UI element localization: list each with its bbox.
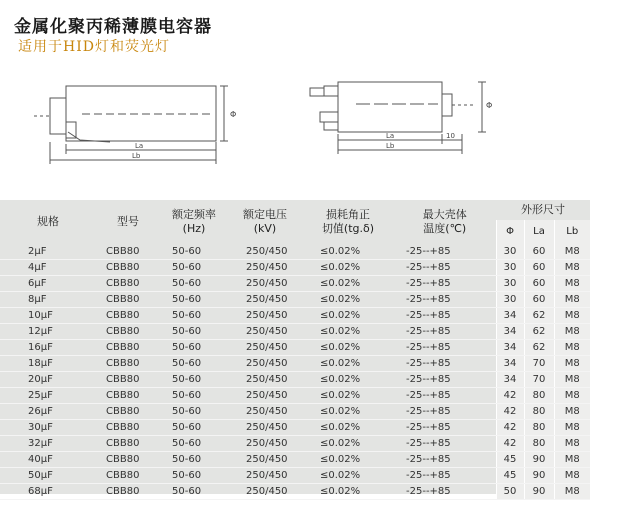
cell-lb: M8	[554, 308, 590, 324]
cell-lb: M8	[554, 484, 590, 500]
cell-loss: ≤0.02%	[302, 452, 394, 468]
cell-freq: 50-60	[160, 484, 228, 500]
cell-la: 90	[524, 468, 554, 484]
cell-lb: M8	[554, 356, 590, 372]
cell-phi: 42	[496, 388, 524, 404]
cell-volt: 250/450	[228, 308, 302, 324]
cell-lb: M8	[554, 372, 590, 388]
header-loss-line2: 切值(tg.δ)	[321, 222, 375, 235]
cell-model: CBB80	[96, 404, 160, 420]
cell-spec: 40μF	[0, 452, 96, 468]
cell-loss: ≤0.02%	[302, 292, 394, 308]
cell-model: CBB80	[96, 388, 160, 404]
cell-freq: 50-60	[160, 404, 228, 420]
cell-loss: ≤0.02%	[302, 356, 394, 372]
capacitor-drawing-right	[296, 78, 506, 168]
cell-freq: 50-60	[160, 388, 228, 404]
cell-loss: ≤0.02%	[302, 404, 394, 420]
cell-freq: 50-60	[160, 260, 228, 276]
cell-model: CBB80	[96, 308, 160, 324]
cell-temp: -25--+85	[394, 372, 496, 388]
cell-volt: 250/450	[228, 452, 302, 468]
cell-temp: -25--+85	[394, 452, 496, 468]
cell-spec: 32μF	[0, 436, 96, 452]
header-temp-line1: 最大壳体	[422, 208, 467, 221]
cell-la: 80	[524, 404, 554, 420]
page-title: 金属化聚丙稀薄膜电容器	[14, 17, 212, 37]
cell-model: CBB80	[96, 372, 160, 388]
cell-freq: 50-60	[160, 468, 228, 484]
cell-volt: 250/450	[228, 436, 302, 452]
cell-freq: 50-60	[160, 372, 228, 388]
cell-volt: 250/450	[228, 404, 302, 420]
cell-lb: M8	[554, 388, 590, 404]
cell-model: CBB80	[96, 276, 160, 292]
cell-lb: M8	[554, 468, 590, 484]
cell-spec: 26μF	[0, 404, 96, 420]
cell-loss: ≤0.02%	[302, 276, 394, 292]
header-dim-la: La	[524, 220, 554, 244]
header-loss-line1: 损耗角正	[326, 208, 370, 221]
cell-phi: 42	[496, 404, 524, 420]
header-freq	[160, 200, 228, 244]
table-row	[0, 468, 590, 484]
spec-table-body	[0, 244, 590, 500]
cell-loss: ≤0.02%	[302, 420, 394, 436]
cell-lb: M8	[554, 436, 590, 452]
cell-model: CBB80	[96, 468, 160, 484]
ten-label: 10	[446, 132, 455, 140]
cell-spec: 18μF	[0, 356, 96, 372]
cell-freq: 50-60	[160, 292, 228, 308]
cell-la: 60	[524, 244, 554, 260]
table-row	[0, 356, 590, 372]
cell-model: CBB80	[96, 340, 160, 356]
cell-lb: M8	[554, 452, 590, 468]
table-row	[0, 404, 590, 420]
cell-phi: 45	[496, 452, 524, 468]
cell-la: 60	[524, 292, 554, 308]
cell-model: CBB80	[96, 484, 160, 500]
cell-temp: -25--+85	[394, 276, 496, 292]
lb-label-right: Lb	[386, 142, 395, 150]
cell-spec: 8μF	[0, 292, 96, 308]
cell-phi: 34	[496, 356, 524, 372]
cell-loss: ≤0.02%	[302, 308, 394, 324]
header-volt-line1: 额定电压	[243, 208, 287, 221]
cell-volt: 250/450	[228, 292, 302, 308]
header-freq-line2: (Hz)	[182, 222, 206, 235]
cell-la: 60	[524, 276, 554, 292]
cell-loss: ≤0.02%	[302, 260, 394, 276]
cell-volt: 250/450	[228, 260, 302, 276]
cell-spec: 6μF	[0, 276, 96, 292]
cell-loss: ≤0.02%	[302, 244, 394, 260]
cell-la: 70	[524, 372, 554, 388]
cell-temp: -25--+85	[394, 308, 496, 324]
cell-volt: 250/450	[228, 468, 302, 484]
cell-volt: 250/450	[228, 356, 302, 372]
cell-loss: ≤0.02%	[302, 372, 394, 388]
header-temp	[394, 200, 496, 244]
cell-temp: -25--+85	[394, 388, 496, 404]
cell-model: CBB80	[96, 436, 160, 452]
table-row	[0, 292, 590, 308]
lb-label: Lb	[132, 152, 141, 160]
cell-freq: 50-60	[160, 340, 228, 356]
table-row	[0, 484, 590, 500]
cell-model: CBB80	[96, 452, 160, 468]
cell-model: CBB80	[96, 324, 160, 340]
header-model: 型号	[117, 215, 139, 228]
la-label: La	[135, 142, 144, 150]
table-row	[0, 420, 590, 436]
header-loss	[302, 200, 394, 244]
cell-phi: 34	[496, 340, 524, 356]
cell-loss: ≤0.02%	[302, 484, 394, 500]
cell-spec: 50μF	[0, 468, 96, 484]
cell-phi: 42	[496, 436, 524, 452]
table-row	[0, 436, 590, 452]
cell-lb: M8	[554, 244, 590, 260]
cell-lb: M8	[554, 404, 590, 420]
cell-phi: 30	[496, 260, 524, 276]
cell-la: 80	[524, 420, 554, 436]
cell-phi: 45	[496, 468, 524, 484]
table-row	[0, 324, 590, 340]
cell-lb: M8	[554, 340, 590, 356]
cell-volt: 250/450	[228, 340, 302, 356]
cell-temp: -25--+85	[394, 356, 496, 372]
cell-spec: 68μF	[0, 484, 96, 500]
cell-freq: 50-60	[160, 452, 228, 468]
cell-phi: 42	[496, 420, 524, 436]
cell-lb: M8	[554, 276, 590, 292]
cell-volt: 250/450	[228, 484, 302, 500]
cell-spec: 12μF	[0, 324, 96, 340]
cell-model: CBB80	[96, 420, 160, 436]
spec-table	[0, 200, 590, 500]
phi-label: Φ	[230, 110, 237, 119]
cell-temp: -25--+85	[394, 340, 496, 356]
cell-phi: 34	[496, 372, 524, 388]
cell-freq: 50-60	[160, 308, 228, 324]
cell-spec: 30μF	[0, 420, 96, 436]
cell-la: 60	[524, 260, 554, 276]
table-row	[0, 388, 590, 404]
cell-volt: 250/450	[228, 388, 302, 404]
table-row	[0, 340, 590, 356]
spec-table-container	[0, 200, 590, 497]
header-dims: 外形尺寸	[521, 203, 565, 216]
cell-lb: M8	[554, 420, 590, 436]
cell-volt: 250/450	[228, 276, 302, 292]
cell-volt: 250/450	[228, 324, 302, 340]
cell-spec: 20μF	[0, 372, 96, 388]
cell-la: 90	[524, 484, 554, 500]
table-row	[0, 372, 590, 388]
header-spec: 规格	[37, 215, 59, 228]
cell-lb: M8	[554, 324, 590, 340]
header-dim-phi: Φ	[496, 220, 524, 244]
header-volt-line2: (kV)	[253, 222, 277, 235]
cell-model: CBB80	[96, 356, 160, 372]
cell-temp: -25--+85	[394, 404, 496, 420]
phi-label-right: Φ	[486, 101, 493, 110]
cell-volt: 250/450	[228, 420, 302, 436]
cell-la: 62	[524, 340, 554, 356]
cell-phi: 50	[496, 484, 524, 500]
cell-lb: M8	[554, 292, 590, 308]
cell-volt: 250/450	[228, 244, 302, 260]
cell-la: 62	[524, 308, 554, 324]
cell-temp: -25--+85	[394, 260, 496, 276]
cell-spec: 25μF	[0, 388, 96, 404]
cell-phi: 30	[496, 244, 524, 260]
cell-model: CBB80	[96, 292, 160, 308]
cell-lb: M8	[554, 260, 590, 276]
cell-temp: -25--+85	[394, 420, 496, 436]
cell-loss: ≤0.02%	[302, 324, 394, 340]
cell-la: 62	[524, 324, 554, 340]
header-temp-line2: 温度(℃)	[423, 222, 467, 235]
la-label-right: La	[386, 132, 395, 140]
cell-loss: ≤0.02%	[302, 388, 394, 404]
cell-spec: 10μF	[0, 308, 96, 324]
table-row	[0, 276, 590, 292]
cell-spec: 2μF	[0, 244, 96, 260]
cell-phi: 30	[496, 292, 524, 308]
cell-phi: 34	[496, 324, 524, 340]
header-freq-line1: 额定频率	[172, 208, 216, 221]
table-row	[0, 308, 590, 324]
cell-spec: 16μF	[0, 340, 96, 356]
cell-phi: 34	[496, 308, 524, 324]
table-row	[0, 244, 590, 260]
cell-loss: ≤0.02%	[302, 340, 394, 356]
page-subtitle: 适用于HID灯和荧光灯	[18, 39, 170, 55]
table-row	[0, 452, 590, 468]
cell-la: 80	[524, 436, 554, 452]
cell-model: CBB80	[96, 260, 160, 276]
table-row	[0, 260, 590, 276]
cell-temp: -25--+85	[394, 244, 496, 260]
cell-temp: -25--+85	[394, 468, 496, 484]
capacitor-drawing-left	[20, 78, 250, 178]
cell-freq: 50-60	[160, 244, 228, 260]
cell-freq: 50-60	[160, 420, 228, 436]
cell-freq: 50-60	[160, 356, 228, 372]
cell-la: 80	[524, 388, 554, 404]
cell-spec: 4μF	[0, 260, 96, 276]
cell-la: 70	[524, 356, 554, 372]
cell-temp: -25--+85	[394, 484, 496, 500]
cell-freq: 50-60	[160, 324, 228, 340]
cell-freq: 50-60	[160, 276, 228, 292]
cell-temp: -25--+85	[394, 324, 496, 340]
cell-temp: -25--+85	[394, 292, 496, 308]
cell-la: 90	[524, 452, 554, 468]
cell-loss: ≤0.02%	[302, 436, 394, 452]
cell-volt: 250/450	[228, 372, 302, 388]
cell-model: CBB80	[96, 244, 160, 260]
cell-phi: 30	[496, 276, 524, 292]
cell-freq: 50-60	[160, 436, 228, 452]
cell-loss: ≤0.02%	[302, 468, 394, 484]
cell-temp: -25--+85	[394, 436, 496, 452]
header-dim-lb: Lb	[554, 220, 590, 244]
header-volt	[228, 200, 302, 244]
